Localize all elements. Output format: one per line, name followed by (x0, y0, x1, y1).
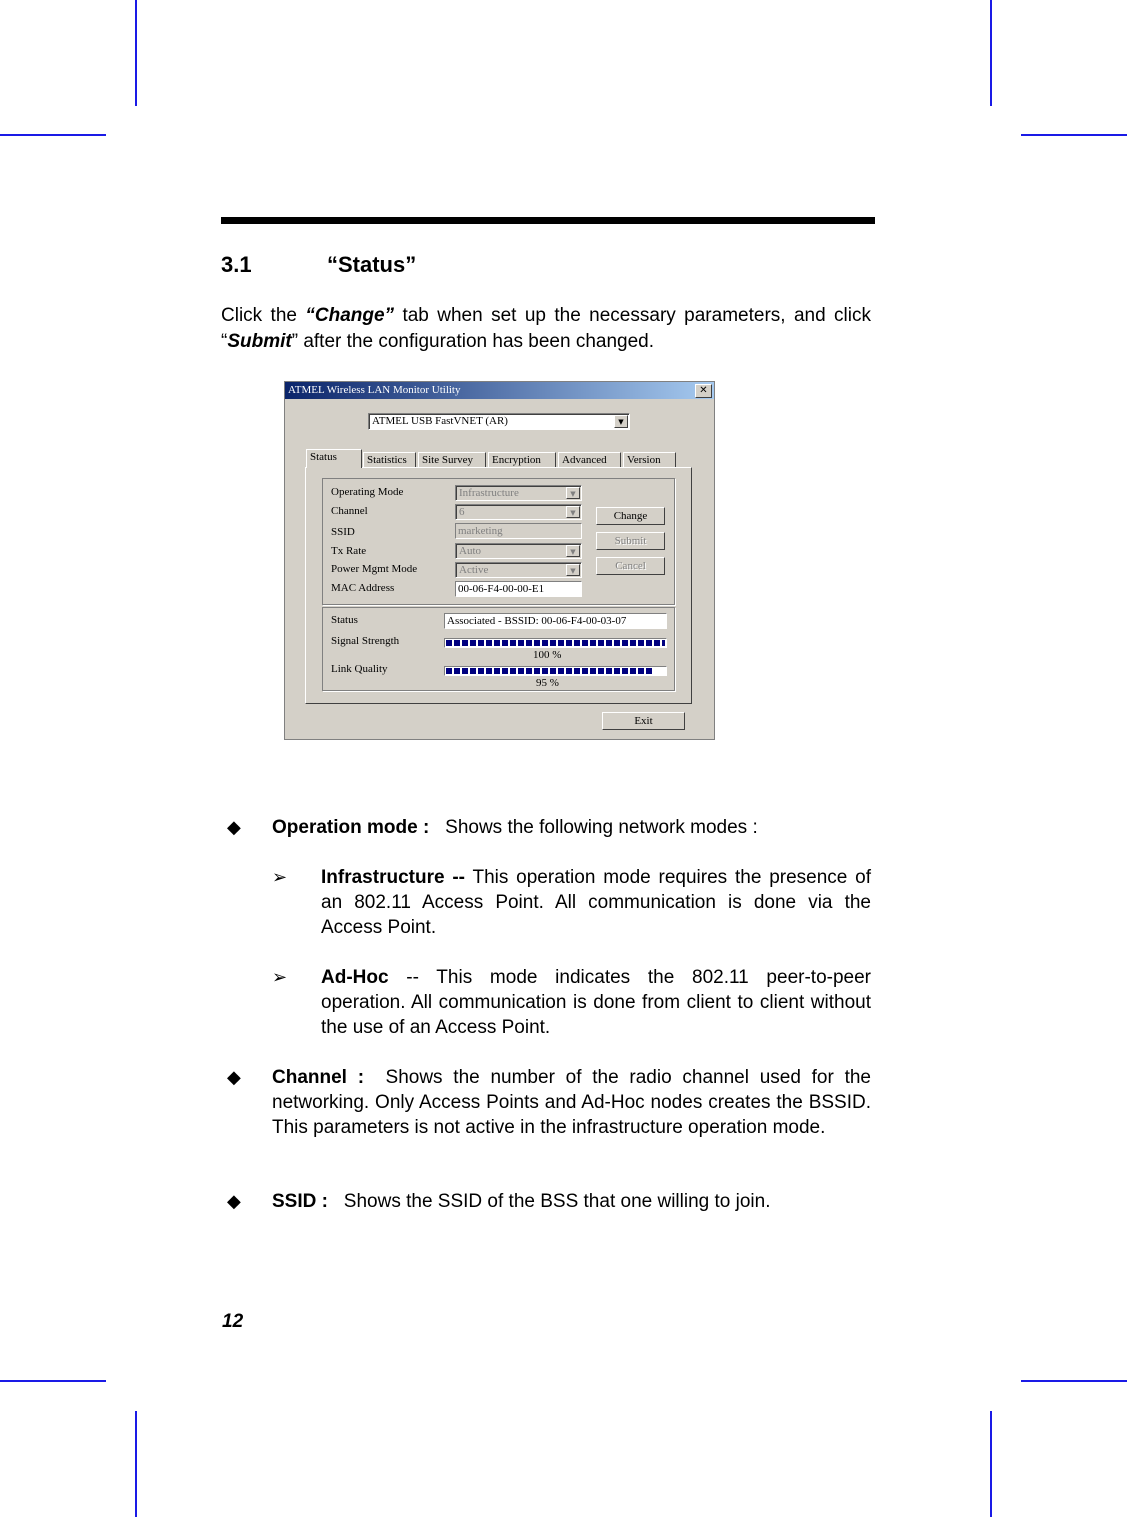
bullet-desc: -- This mode indicates the 802.11 peer-to-peer operation. All communication is done from client to client without the use of an Access Point. (321, 967, 871, 1038)
section-heading (221, 252, 416, 278)
channel-label: Channel (331, 505, 368, 517)
bullet-text (321, 965, 871, 1040)
settings-group (322, 478, 675, 605)
title-bar (285, 382, 714, 399)
crop-mark (0, 134, 106, 136)
chevron-down-icon: ▼ (566, 564, 580, 576)
bullet-text (272, 815, 872, 840)
ssid-label: SSID (331, 526, 355, 538)
status-tab-panel (305, 467, 692, 704)
page-number: 12 (222, 1311, 244, 1332)
power-mode-value: Active (459, 564, 489, 576)
link-status-group (322, 607, 675, 691)
diamond-icon: ◆ (227, 1191, 241, 1212)
link-quality-percent: 95 % (536, 677, 559, 689)
chevron-down-icon: ▼ (614, 415, 628, 428)
tab-status[interactable]: Status (306, 449, 362, 468)
intro-paragraph (221, 303, 871, 355)
operating-mode-value: Infrastructure (459, 487, 519, 499)
operating-mode-label: Operating Mode (331, 486, 404, 498)
crop-mark (135, 1411, 137, 1517)
window-title: ATMEL Wireless LAN Monitor Utility (288, 384, 461, 396)
bullet-text (321, 865, 871, 940)
intro-text: tab when set up the necessary parameters, and click “ (221, 305, 871, 352)
tx-rate-value: Auto (459, 545, 481, 557)
bullet-desc: Shows the number of the radio channel used for the networking. Only Access Points and Ad-Hoc nodes creates the BSSID. This parameters is not active in the infrastructure operation mode. (272, 1067, 871, 1138)
tab-statistics[interactable]: Statistics (363, 452, 416, 467)
crop-mark (0, 1380, 106, 1382)
submit-button[interactable]: Submit (596, 532, 665, 550)
bullet-desc: Shows the following network modes : (445, 817, 758, 838)
device-select[interactable] (368, 413, 630, 430)
crop-mark (1021, 1380, 1127, 1382)
crop-mark (990, 0, 992, 106)
tx-rate-label: Tx Rate (331, 545, 367, 557)
signal-strength-label: Signal Strength (331, 635, 400, 647)
bullet-desc: Shows the SSID of the BSS that one willing to join. (343, 1191, 771, 1212)
section-number: 3.1 (221, 252, 252, 277)
close-icon[interactable]: ✕ (695, 384, 712, 398)
exit-button[interactable]: Exit (602, 712, 685, 730)
mac-address-label: MAC Address (331, 582, 395, 594)
signal-strength-percent: 100 % (533, 649, 562, 661)
submit-term: Submit (227, 331, 292, 352)
channel-value: 6 (459, 506, 465, 518)
status-field: Associated - BSSID: 00-06-F4-00-03-07 (444, 613, 667, 629)
bullet-text (272, 1065, 871, 1140)
link-quality-label: Link Quality (331, 663, 388, 675)
tab-advanced[interactable]: Advanced (558, 452, 621, 467)
cancel-button[interactable]: Cancel (596, 557, 665, 575)
intro-text: ” after the configuration has been changed. (291, 331, 655, 352)
crop-mark (135, 0, 137, 106)
change-term: “Change” (305, 305, 395, 326)
bullet-term: Operation mode : (272, 817, 430, 838)
link-quality-bar (444, 666, 667, 676)
ssid-field[interactable]: marketing (455, 523, 582, 539)
chevron-down-icon: ▼ (566, 506, 580, 518)
crop-mark (990, 1411, 992, 1517)
channel-select[interactable] (455, 504, 582, 520)
signal-strength-bar (444, 638, 667, 648)
change-button[interactable]: Change (596, 507, 665, 525)
diamond-icon: ◆ (227, 1067, 241, 1088)
bullet-desc: This operation mode requires the presence of an 802.11 Access Point. All communication is done via the Access Point. (321, 867, 872, 938)
diamond-icon: ◆ (227, 817, 241, 838)
bullet-term: Channel : (272, 1067, 365, 1088)
bullet-term: SSID : (272, 1191, 328, 1212)
bullet-term: Infrastructure -- (321, 867, 465, 888)
power-mode-label: Power Mgmt Mode (331, 563, 418, 575)
tab-encryption[interactable]: Encryption (488, 452, 556, 467)
link-quality-fill (446, 668, 654, 674)
section-title: “Status” (327, 252, 417, 277)
operating-mode-select[interactable] (455, 485, 582, 501)
signal-strength-fill (446, 640, 665, 646)
arrow-icon: ➢ (272, 867, 288, 888)
intro-text: Click the (221, 305, 306, 326)
tab-version[interactable]: Version (623, 452, 676, 467)
monitor-utility-dialog (284, 381, 715, 740)
crop-mark (1021, 134, 1127, 136)
tx-rate-select[interactable] (455, 543, 582, 559)
tab-site-survey[interactable]: Site Survey (418, 452, 486, 467)
status-label: Status (331, 614, 358, 626)
chevron-down-icon: ▼ (566, 487, 580, 499)
power-mode-select[interactable] (455, 562, 582, 578)
header-rule (221, 217, 875, 224)
arrow-icon: ➢ (272, 967, 288, 988)
chevron-down-icon: ▼ (566, 545, 580, 557)
mac-address-field: 00-06-F4-00-00-E1 (455, 581, 582, 597)
device-select-value: ATMEL USB FastVNET (AR) (372, 415, 508, 427)
bullet-term: Ad-Hoc (321, 967, 389, 988)
bullet-text (272, 1189, 872, 1214)
